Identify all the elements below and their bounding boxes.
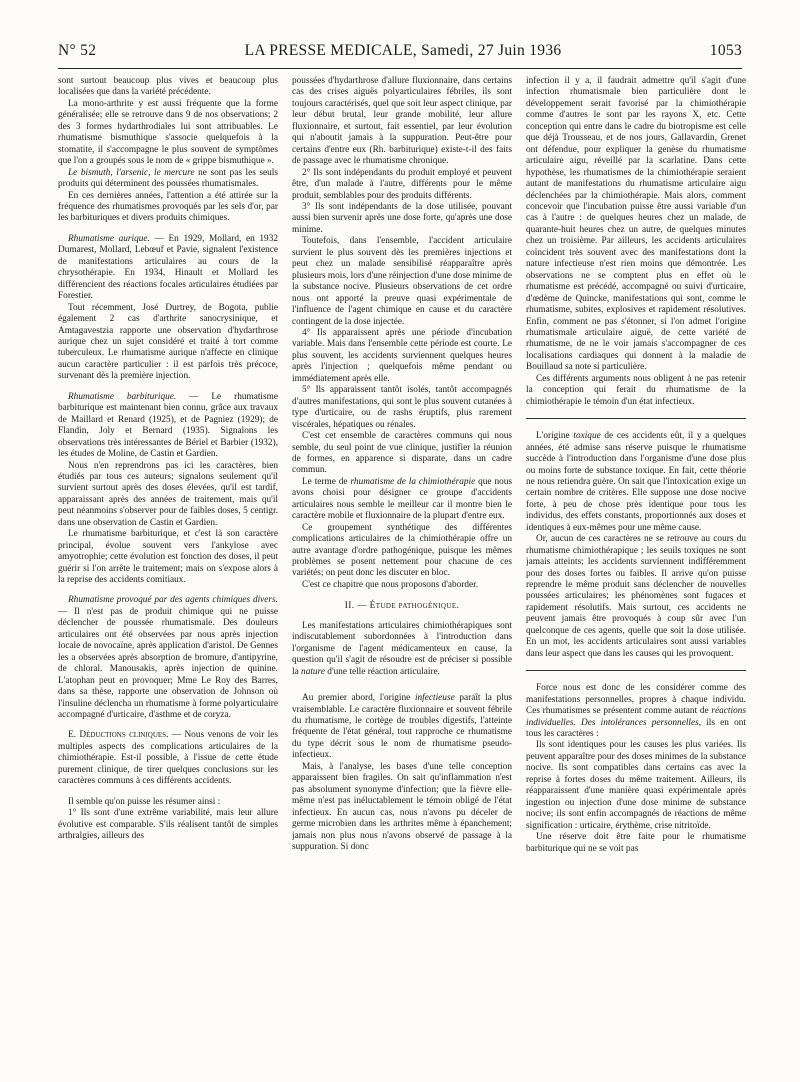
paragraph: Il semble qu'on puisse les résumer ainsi :	[68, 796, 221, 807]
paragraph: Une réserve doit être faite pour le rhumatisme barbiturique qui ne se voit pas	[526, 832, 746, 854]
emphasis: infectieuse	[414, 693, 455, 704]
column-3	[526, 76, 746, 1066]
paragraph: Ils sont identiques pour les causes les plus variées. Ils peuvent apparaître pour des doses minimes de la substance nocive. Ils sont compatibles dans certains cas avec la reprise à fortes doses du même traitement. Ailleurs, ils réapparaissent d'une manière quasi expérimentale après ingestion ou injection d'une dose minime de substance nocive; ils sont enfin accompagnés de réactions de même signification : urticaire, érythème, crise nitritoïde.	[526, 740, 746, 831]
emphasis: toxique	[573, 431, 601, 442]
paragraph: 3° Ils sont indépendants de la dose utilisée, pouvant aussi bien survenir après une dose forte, qu'après une dose minime.	[292, 201, 512, 235]
paragraph: 1° Ils sont d'une extrême variabilité, mais leur allure évolutive est comparable. S'ils réalisent tantôt de simples arthralgies, ailleurs des	[58, 808, 278, 842]
running-header	[58, 42, 742, 66]
section-title: Rhumatisme aurique.	[68, 233, 150, 244]
paragraph: 4° Ils apparaissent après une période d'incubation variable. Mais dans l'ensemble cette période est courte. Le plus souvent, les accidents surviennent quelques heures après l'injection ; quelquefois même pendant ou immédiatement après elle.	[292, 327, 512, 384]
paragraph: C'est ce chapitre que nous proposons d'aborder.	[302, 579, 479, 590]
header-rule	[58, 68, 742, 69]
page-number: 1053	[709, 42, 742, 59]
paragraph: Les manifestations articulaires chimiothérapiques sont indiscutablement subordonnées à l'introduction dans l'organisme de l'agent médicamenteux en cause, la question qu'il s'agit de résoudre est de préciser si possible la nature d'une telle réaction articulaire.	[292, 620, 512, 677]
paragraph: Ces différents arguments nous obligent à ne pas retenir la conception qui ferait du rhumatisme de la chimiothérapie le témoin d'un état infectieux.	[526, 373, 746, 407]
paragraph: E. Déductions cliniques. — Nous venons de voir les multiples aspects des complications articulaires de la chimiothérapie. Est-il possible, à l'issue de cette étude purement clinique, de tirer quelques conclusions sur les caractères communs à ces différents accidents.	[58, 730, 278, 787]
paragraph: 5° Ils apparaissent tantôt isolés, tantôt accompagnés d'autres manifestations, qui sont le plus souvent cutanées à type d'urticaire, ou de rashs éruptifs, plus rarement viscérales, hépatiques ou rénales.	[292, 385, 512, 430]
paragraph: Le terme de rhumatisme de la chimiothérapie que nous avons choisi pour désigner ce groupe d'accidents articulaires nous semble le meilleur car il montre bien le caractère mobile et fluxionnaire de la plupart d'entre eux.	[292, 476, 512, 522]
paragraph: Nous n'en reprendrons pas ici les caractères, bien étudiés par tous ces auteurs; signalons seulement qu'il survient surtout après des doses élevées, qu'il est tardif, apparaissant après des années de traitement, mais qu'il peut néanmoins s'observer pour de faibles doses, 5 centigr. dans une observation de Castin et Gardien.	[58, 460, 278, 528]
section-title: Rhumatisme provoqué par des agents chimiques divers.	[68, 595, 278, 606]
paragraph: infection il y a, il faudrait admettre qu'il s'agit d'une infection rhumatismale bien particulière dont le développement serait favorisé par la chimiothérapie comme d'autres le sont par les rayons X, etc. Cette conception qui entre dans le cadre du biotropisme est celle que déjà Trousseau, et de nos jours, Gallavardin, Grenet ont défendue, pour expliquer la genèse du rhumatisme articulaire aigu, réveillé par la scarlatine. Dans cette hypothèse, les rhumatismes de la chimiothérapie seraient autant de manifestations du rhumatisme articulaire aigu déclenchées par la chimiothérapie. Mais alors, comment concevoir que l'incubation puisse être aussi variable d'un cas à l'autre : de quelques heures chez un malade, de quarante-huit heures chez un autre, de quelques minutes chez un troisième. Par ailleurs, les accidents articulaires coïncident très souvent avec des manifestations dont la nature infectieuse n'est rien moins que démontrée. Les observations ne se comptent plus en effet où le rhumatisme est précédé, accompagné ou suivi d'urticaire, d'œdème de Quincke, manifestations qui sont, comme le rhumatisme, subites, explosives et rapidement résolutives. Enfin, comment ne pas s'étonner, si l'on admet l'origine rhumatismale articulaire aiguë, de cette variété de rhumatisme, de ne le voir jamais s'accompagner de ces localisations cardiaques qui donnent à la maladie de Bouillaud sa note si particulière.	[526, 76, 746, 373]
paragraph: En ces dernières années, l'attention a été attirée sur la fréquence des rhumatismes provoqués par les sels d'or, par les barbituriques et divers produits chimiques.	[58, 190, 278, 224]
paragraph: Le bismuth, l'arsenic, le mercure ne sont pas les seuls produits qui déterminent des poussées rhumatismales.	[58, 167, 278, 190]
paragraph: poussées d'hydarthrose d'allure fluxionnaire, dans certains cas des crises aiguës polyarticulaires fébriles, ils sont toujours caractérisés, quel que soit leur aspect clinique, par leur début brutal, leur grande mobilité, leur allure fluxionnaire, et surtout, fait essentiel, par leur évolution qui n'aboutit jamais à la suppuration. Peut-être pour certains d'entre eux (Rh. barbiturique) existe-t-il des faits de passage avec le rhumatisme chronique.	[292, 76, 512, 167]
emphasis: réactions individuelles. Des intolérances personnelles	[526, 706, 746, 728]
emphasis: nature	[301, 666, 325, 677]
paragraph: Le rhumatisme barbiturique, et c'est là son caractère principal, évolue souvent vers l'ankylose avec amyotrophie; cette évolution est fonction des doses, il peut guérir si l'on arrête le traitement; mais on s'expose alors à la reprise des accidents comitiaux.	[58, 529, 278, 586]
emphasis: rhumatisme de la chimiothérapie	[350, 476, 476, 487]
paragraph: Toutefois, dans l'ensemble, l'accident articulaire survient le plus souvent dès les premières injections et peut chez un malade sensibilisé réapparaître après plusieurs mois, lors d'une réinjection d'une dose minime de la substance nocive. Plusieurs observations de cet ordre nous ont apporté la preuve quasi expérimentale de l'influence de l'agent chimique en cause et du caractère contingent de la dose injectée.	[292, 236, 512, 327]
column-1	[58, 76, 278, 1066]
column-divider	[526, 670, 746, 671]
paragraph: 2° Ils sont indépendants du produit employé et peuvent être, d'un malade à l'autre, différents pour le même produit, semblables pour des produits différents.	[292, 167, 512, 201]
paragraph: L'origine toxique de ces accidents eût, il y a quelques années, été admise sans réserve puisque le rhumatisme succède à l'introduction dans l'organisme d'une dose plus ou moins forte de substance toxique. En fait, cette théorie ne nous retiendra guère. On sait que l'intoxication exige un certain nombre de critères. Elle suppose une dose nocive forte, à peu de chose près identique pour tous les individus, des effets constants, proportionnés aux doses et identiques à eux-mêmes pour une même cause.	[526, 431, 746, 533]
paragraph: Force nous est donc de les considérer comme des manifestations personnelles, propres à chaque individu. Ces rhumatismes se présentent comme autant de réactions individuelles. Des intolérances personnelles, ils en ont tous les caractères :	[526, 683, 746, 740]
paragraph: Au premier abord, l'origine infectieuse paraît la plus vraisemblable. Le caractère fluxionnaire et souvent fébrile du rhumatisme, le cortège de troubles digestifs, l'atteinte fréquente de l'état général, tout rapproche ce rhumatisme du type décrit sous le nom de rhumatisme pseudo-infectieux.	[292, 693, 512, 761]
paragraph: La mono-arthrite y est aussi fréquente que la forme généralisée; elle se retrouve dans 9 de nos observations; 2 des 3 formes hydarthrodiales lui sont attribuables. Le rhumatisme bismuthique s'associe quelquefois à la stomatite, il s'accompagne le plus souvent de symptômes que l'on a groupés sous le nom de « grippe bismuthique ».	[58, 98, 278, 167]
section-title: Rhumatisme barbiturique.	[68, 391, 177, 402]
paragraph: C'est cet ensemble de caractères communs qui nous semble, du seul point de vue clinique, justifier la réunion de formes, en apparence si disparate, dans un cadre commun.	[292, 431, 512, 476]
paragraph: sont surtout beaucoup plus vives et beaucoup plus localisées que dans la variété précédente.	[58, 76, 278, 98]
emphasis: Le bismuth, l'arsenic, le mercure	[68, 167, 195, 178]
section-heading: II. — Étude pathogénique.	[344, 601, 460, 612]
column-2	[292, 76, 512, 1066]
paragraph: Or, aucun de ces caractères ne se retrouve au cours du rhumatisme chimiothérapique ; les seuils toxiques ne sont jamais atteints; les accidents surviennent indifféremment pour des doses fortes ou faibles. Il arrive qu'on puisse reprendre le même produit sans déclencher de nouvelles poussées articulaires; les phénomènes sont fugaces et rapidement résolutifs. Mais surtout, ces accidents ne peuvent jamais être provoqués à coup sûr avec l'un quelconque de ces agents, quelle que soit la dose utilisée. En un mot, les accidents articulaires sont aussi variables dans leur aspect que dans les causes qui les provoquent.	[526, 534, 746, 659]
text-columns	[58, 76, 746, 1066]
paragraph: Rhumatisme barbiturique. — Le rhumatisme barbiturique est maintenant bien connu, grâce aux travaux de Maillard et Renard (1925), et de Pagniez (1929); de Flandin, Joly et Bernard (1935). Signalons les observations très intéressantes de Bériel et Barbier (1932), les études de Moline, de Castin et Gardien.	[58, 391, 278, 460]
section-title: E. Déductions cliniques.	[68, 730, 169, 741]
paragraph: Mais, à l'analyse, les bases d'une telle conception apparaissent bien fragiles. On sait qu'inflammation n'est pas absolument synonyme d'infection; que la fièvre elle-même n'est pas inéluctablement le témoin obligé de l'état infectieux. En aucun cas, nous n'avons pu déceler de germe microbien dans les arthrites même à épanchement; jamais non plus nous n'avons observé de passage à la suppuration. Si donc	[292, 761, 512, 852]
paragraph: Tout récemment, José Durtrey, de Bogota, publie également 2 cas d'arthrite sanocrysinique, et Amtagavestzia rapporte une observation d'hydarthrose aurique chez un sujet considéré et traité à tort comme tuberculeux. Le rhumatisme aurique n'affecte en clinique aucun caractère particulier : il est parfois très précoce, survenant dès la première injection.	[58, 302, 278, 382]
issue-number: N° 52	[58, 42, 97, 59]
paragraph: Rhumatisme provoqué par des agents chimiques divers. — Il n'est pas de produit chimique qui ne puisse déclencher de poussée rhumatismale. Des douleurs articulaires ont été observées par nous après injection locale de novocaïne, après application d'aristol. De Gennes les a observées après absorption de bromure, d'antipyrine, de chloral. Manousakis, après injection de quinine. L'atophan peut en provoquer; Mme Le Roy des Barres, dans sa thèse, rapporte une observation de Johnson où l'insuline déclencha un rhumatisme à forme polyarticulaire accompagné d'urticaire, d'asthme et de coryza.	[58, 595, 278, 721]
paragraph: Ce groupement synthétique des différentes complications articulaires de la chimiothérapie offre un autre avantage d'ordre pathogénique, puisque les mêmes problèmes se posent nettement pour chacune de ces variétés; on peut donc les discuter en bloc.	[292, 522, 512, 579]
paragraph: Rhumatisme aurique. — En 1929, Mollard, en 1932 Dumarest, Mollard, Lebœuf et Pavie, signalent l'existence de manifestations articulaires au cours de la chrysothérapie. En 1934, Hinault et Mollard les différencient des réactions focales articulaires étudiées par Forestier.	[58, 233, 278, 302]
journal-title: LA PRESSE MEDICALE, Samedi, 27 Juin 1936	[244, 42, 562, 59]
column-divider	[526, 418, 746, 419]
